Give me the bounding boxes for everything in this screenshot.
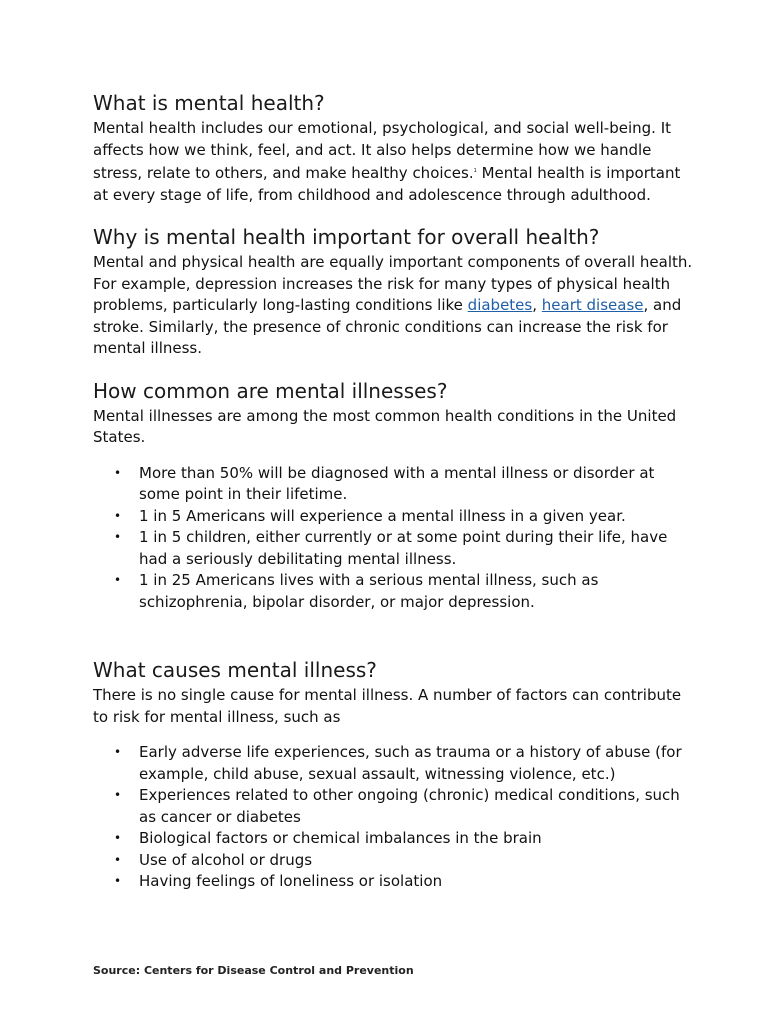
list-item-text: More than 50% will be diagnosed with a mental illness or disorder at some point in their lifetime. xyxy=(139,463,655,503)
paragraph-text: , and stroke. Similarly, the presence of chronic conditions can increase the risk for mental illness. xyxy=(93,296,682,357)
source-citation: Source: Centers for Disease Control and Prevention xyxy=(93,964,414,977)
section-heading: What causes mental illness? xyxy=(93,658,377,682)
list-item xyxy=(114,742,693,785)
bullet-icon: • xyxy=(114,874,122,888)
footnote-marker: 1 xyxy=(473,168,477,174)
section-paragraph xyxy=(93,118,693,206)
list-item-text: Use of alcohol or drugs xyxy=(139,850,313,869)
list-item xyxy=(114,463,693,506)
bullet-icon: • xyxy=(114,852,122,867)
list-item-text: Experiences related to other ongoing (chronic) medical conditions, such as cancer or diabetes xyxy=(139,786,680,826)
section-paragraph: Mental illnesses are among the most common health conditions in the United States. xyxy=(93,406,677,446)
list-item xyxy=(114,527,693,570)
list-item-text: 1 in 5 children, either currently or at some point during their life, have had a seriously debilitating mental illness. xyxy=(139,528,668,568)
statistics-list xyxy=(93,463,693,614)
list-item xyxy=(114,871,693,893)
section-heading: Why is mental health important for overall health? xyxy=(93,225,600,249)
list-item-text: 1 in 25 Americans lives with a serious mental illness, such as schizophrenia, bipolar disorder, or major depression. xyxy=(139,571,599,611)
separator-text: , xyxy=(532,296,542,314)
list-item xyxy=(114,506,693,528)
list-item xyxy=(114,828,693,850)
bullet-icon: • xyxy=(114,831,122,845)
section-how-common xyxy=(93,376,693,614)
section-what-causes xyxy=(93,655,693,893)
list-item xyxy=(114,850,693,872)
diabetes-link[interactable]: diabetes xyxy=(467,296,533,314)
list-item-text: Early adverse life experiences, such as trauma or a history of abuse (for example, child abuse, sexual assault, witnessing violence, etc.) xyxy=(139,743,682,783)
bullet-icon: • xyxy=(114,530,122,544)
paragraph-text: Mental health is important at every stage of life, from childhood and adolescence through adulthood. xyxy=(93,164,681,204)
list-item xyxy=(114,570,693,613)
document-body xyxy=(93,88,693,909)
list-item-text: 1 in 5 Americans will experience a mental illness in a given year. xyxy=(139,506,626,525)
bullet-icon: • xyxy=(114,508,122,523)
heart-disease-link[interactable]: heart disease xyxy=(541,296,644,314)
bullet-icon: • xyxy=(114,788,122,802)
bullet-icon: • xyxy=(114,465,122,480)
paragraph-text: Mental health includes our emotional, psychological, and social well-being. It affects how we think, feel, and act. It also helps determine how we handle stress, relate to others, and make healthy choices. xyxy=(93,119,672,182)
section-paragraph: There is no single cause for mental illness. A number of factors can contribute to risk for mental illness, such as xyxy=(93,686,682,726)
spacer xyxy=(93,629,693,655)
list-item xyxy=(114,785,693,828)
section-paragraph xyxy=(93,252,693,360)
list-item-text: Having feelings of loneliness or isolation xyxy=(139,872,443,890)
section-heading: What is mental health? xyxy=(93,91,325,115)
paragraph-text: Mental and physical health are equally important components of overall health. For example, depression increases the risk for many types of physical health problems, particularly long-lasting conditions like xyxy=(93,253,693,314)
list-item-text: Biological factors or chemical imbalances in the brain xyxy=(139,829,542,847)
causes-list xyxy=(93,742,693,893)
bullet-icon: • xyxy=(114,573,122,587)
section-heading: How common are mental illnesses? xyxy=(93,378,448,403)
section-what-is-mental-health xyxy=(93,88,693,206)
section-why-important xyxy=(93,222,693,360)
bullet-icon: • xyxy=(114,745,122,759)
